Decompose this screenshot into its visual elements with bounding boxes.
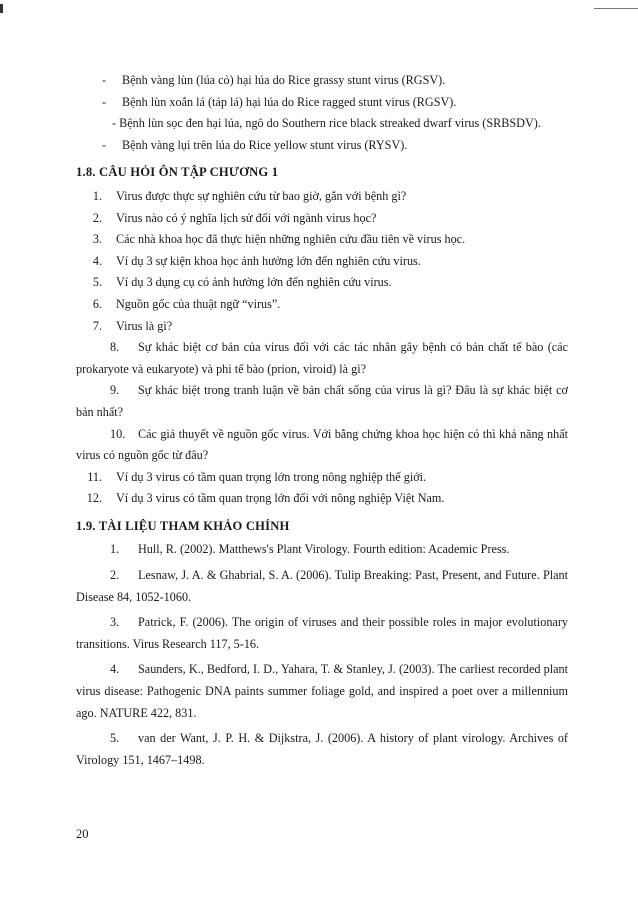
reference-item xyxy=(76,565,568,608)
question-item xyxy=(76,488,568,510)
reference-text: Patrick, F. (2006). The origin of viruses and their possible roles in major evolutionary transitions. Virus Research 117, 5-16. xyxy=(76,615,568,651)
question-item xyxy=(76,337,568,380)
reference-item xyxy=(76,539,568,561)
question-number: 8. xyxy=(110,340,120,355)
question-text: Ví dụ 3 sự kiện khoa học ảnh hưởng lớn đến nghiên cứu virus. xyxy=(116,253,421,268)
question-text: Virus được thực sự nghiên cứu từ bao giờ, gắn với bệnh gì? xyxy=(116,188,407,203)
question-text: Sự khác biệt cơ bản của virus đối với các tác nhân gây bệnh có bản chất tế bào (các prokaryote và eukaryote) và phi tế bào (prion, viroid) là gì? xyxy=(76,340,568,376)
intro-item xyxy=(76,113,568,135)
intro-item-text: Bệnh lùn xoắn lá (táp lá) hại lúa do Rice ragged stunt virus (RGSV). xyxy=(122,94,457,109)
question-number: 9. xyxy=(110,383,120,398)
question-number: 4. xyxy=(92,253,102,268)
question-number: 1. xyxy=(92,188,102,203)
reference-number: 5. xyxy=(110,731,120,746)
question-item xyxy=(76,272,568,294)
question-text: Ví dụ 3 virus có tầm quan trọng lớn đối với nông nghiệp Việt Nam. xyxy=(116,491,445,506)
intro-item-text: Bệnh vàng lụi trên lúa do Rice yellow stunt virus (RYSV). xyxy=(122,137,408,152)
dash-marker: - xyxy=(112,116,117,131)
intro-item xyxy=(76,92,568,114)
reference-number: 2. xyxy=(110,568,120,583)
question-item xyxy=(76,316,568,338)
question-text: Sự khác biệt trong tranh luận về bản chất sống của virus là gì? Đâu là sự khác biệt cơ bản nhất? xyxy=(76,383,568,419)
question-item xyxy=(76,186,568,208)
question-text: Ví dụ 3 dụng cụ có ảnh hưởng lớn đến nghiên cứu virus. xyxy=(116,275,392,290)
scan-mark xyxy=(0,4,3,13)
reference-number: 3. xyxy=(110,615,120,630)
question-item xyxy=(76,229,568,251)
reference-item xyxy=(76,612,568,655)
document-page xyxy=(76,70,568,775)
question-item xyxy=(76,380,568,423)
question-text: Virus là gì? xyxy=(116,318,173,333)
page-number: 20 xyxy=(76,827,89,841)
question-item xyxy=(76,251,568,273)
question-text: Virus nào có ý nghĩa lịch sử đối với ngành virus học? xyxy=(116,210,377,225)
question-number: 7. xyxy=(92,318,102,333)
question-number: 5. xyxy=(92,275,102,290)
question-number: 11. xyxy=(87,469,102,484)
question-item xyxy=(76,424,568,467)
question-text: Nguồn gốc của thuật ngữ “virus”. xyxy=(116,296,281,311)
intro-item xyxy=(76,70,568,92)
reference-number: 1. xyxy=(110,542,120,557)
question-item xyxy=(76,208,568,230)
reference-text: van der Want, J. P. H. & Dijkstra, J. (2006). A history of plant virology. Archives of Virology 151, 1467–1498. xyxy=(76,731,568,767)
question-number: 10. xyxy=(110,426,126,441)
dash-marker: - xyxy=(102,94,107,109)
question-number: 2. xyxy=(92,210,102,225)
intro-item-text: Bệnh vàng lùn (lúa cỏ) hại lúa do Rice grassy stunt virus (RGSV). xyxy=(122,73,446,87)
reference-item xyxy=(76,728,568,771)
section-heading-references: 1.9. TÀI LIỆU THAM KHẢO CHÍNH xyxy=(76,518,290,533)
reference-text: Lesnaw, J. A. & Ghabrial, S. A. (2006). Tulip Breaking: Past, Present, and Future. Plant Disease 84, 1052-1060. xyxy=(76,568,568,604)
reference-text: Saunders, K., Bedford, I. D., Yahara, T. & Stanley, J. (2003). The carliest recorded plant virus disease: Pathogenic DNA paints summer foliage gold, and inspired a poet over a millennium ago. NATURE 422, 831. xyxy=(76,662,568,720)
question-text: Các giả thuyết về nguồn gốc virus. Với bằng chứng khoa học hiện có thì khả năng nhất virus có nguồn gốc từ đâu? xyxy=(76,426,568,463)
dash-marker: - xyxy=(102,73,107,87)
question-number: 3. xyxy=(92,232,102,247)
intro-item xyxy=(76,135,568,157)
question-item xyxy=(76,294,568,316)
section-heading-questions: 1.8. CÂU HỎI ÔN TẬP CHƯƠNG 1 xyxy=(76,165,279,180)
scan-line xyxy=(594,8,638,9)
dash-marker: - xyxy=(102,137,107,152)
intro-item-text: Bệnh lùn sọc đen hại lúa, ngô do Southern rice black streaked dwarf virus (SRBSDV). xyxy=(119,116,541,131)
reference-text: Hull, R. (2002). Matthews's Plant Virology. Fourth edition: Academic Press. xyxy=(138,542,510,557)
question-number: 12. xyxy=(86,491,102,506)
reference-item xyxy=(76,659,568,724)
question-text: Các nhà khoa học đã thực hiện những nghiên cứu đầu tiên về virus học. xyxy=(116,232,466,247)
question-item xyxy=(76,467,568,489)
question-number: 6. xyxy=(92,296,102,311)
question-text: Ví dụ 3 virus có tầm quan trọng lớn trong nông nghiệp thế giới. xyxy=(116,469,427,484)
reference-number: 4. xyxy=(110,662,120,677)
